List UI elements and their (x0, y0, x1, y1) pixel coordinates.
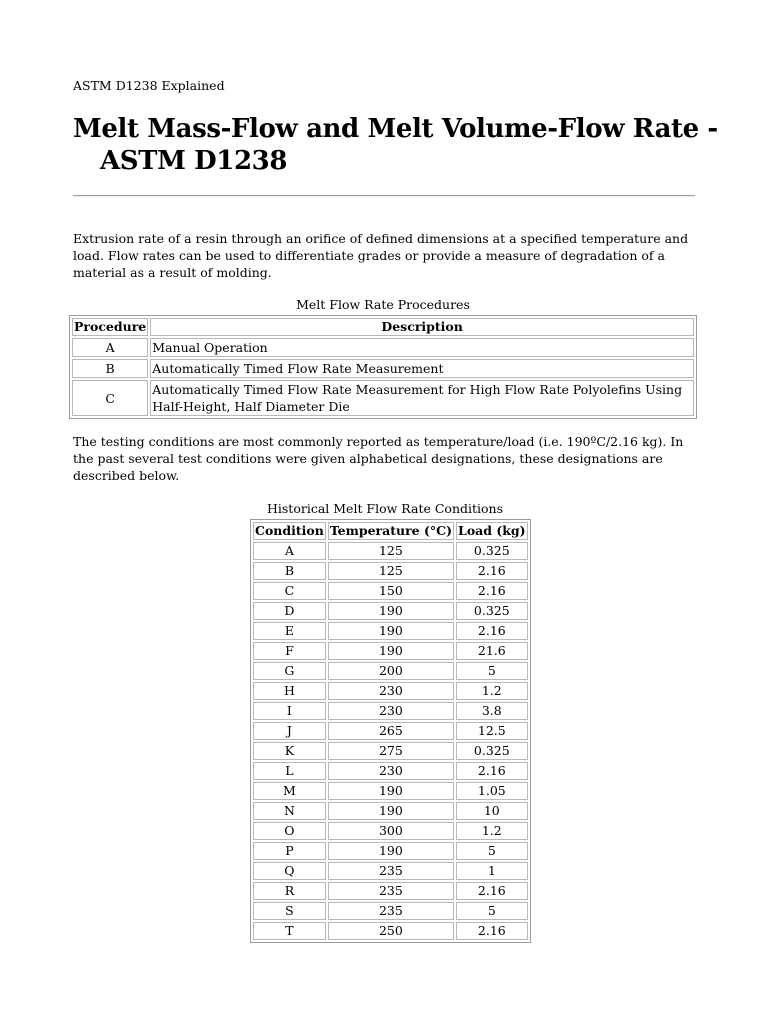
conditions-section (250, 501, 526, 943)
procedure-cell: B (72, 359, 148, 378)
load-cell: 3.8 (456, 702, 528, 720)
table-row (253, 602, 528, 620)
table-row (253, 722, 528, 740)
temperature-cell: 150 (328, 582, 454, 600)
load-cell: 5 (456, 842, 528, 860)
procedures-section (69, 297, 697, 419)
load-cell: 5 (456, 902, 528, 920)
table-row (253, 902, 528, 920)
conditions-table (250, 519, 531, 943)
condition-cell: P (253, 842, 326, 860)
temperature-cell: 125 (328, 562, 454, 580)
load-cell: 2.16 (456, 882, 528, 900)
condition-cell: I (253, 702, 326, 720)
page-title: Melt Mass-Flow and Melt Volume-Flow Rate - ASTM D1238 (73, 114, 718, 176)
table-row (72, 380, 694, 416)
condition-cell: N (253, 802, 326, 820)
breadcrumb: ASTM D1238 Explained (73, 78, 225, 93)
table-row (253, 862, 528, 880)
table-row (253, 922, 528, 940)
procedures-table (69, 315, 697, 419)
condition-cell: D (253, 602, 326, 620)
table-row (253, 662, 528, 680)
table-row (253, 842, 528, 860)
table-row (253, 642, 528, 660)
table-row (72, 359, 694, 378)
temperature-cell: 265 (328, 722, 454, 740)
conditions-paragraph: The testing conditions are most commonly reported as temperature/load (i.e. 190ºC/2.16 kg). In the past several test conditions were given alphabetical designations, these designations are described below. (73, 434, 684, 483)
temperature-cell: 230 (328, 702, 454, 720)
temperature-cell: 190 (328, 802, 454, 820)
temperature-cell: 190 (328, 622, 454, 640)
table-row (253, 562, 528, 580)
condition-cell: L (253, 762, 326, 780)
load-cell: 2.16 (456, 922, 528, 940)
condition-cell: R (253, 882, 326, 900)
load-cell: 0.325 (456, 542, 528, 560)
table-row (253, 702, 528, 720)
table-row (253, 782, 528, 800)
table-header-row (253, 522, 528, 540)
temperature-cell: 300 (328, 822, 454, 840)
description-cell: Manual Operation (150, 338, 694, 357)
condition-cell: K (253, 742, 326, 760)
temperature-cell: 190 (328, 782, 454, 800)
temperature-cell: 235 (328, 862, 454, 880)
column-header-condition: Condition (255, 523, 324, 538)
horizontal-rule (73, 195, 695, 197)
load-cell: 10 (456, 802, 528, 820)
temperature-cell: 235 (328, 902, 454, 920)
load-cell: 2.16 (456, 762, 528, 780)
conditions-table-body (253, 542, 528, 940)
temperature-cell: 275 (328, 742, 454, 760)
table-row (253, 762, 528, 780)
load-cell: 2.16 (456, 562, 528, 580)
table-row (253, 802, 528, 820)
column-header-temperature: Temperature (°C) (329, 523, 453, 538)
temperature-cell: 230 (328, 682, 454, 700)
column-header-description: Description (150, 318, 694, 336)
table-header-row (72, 318, 694, 336)
load-cell: 12.5 (456, 722, 528, 740)
condition-cell: B (253, 562, 326, 580)
condition-cell: G (253, 662, 326, 680)
table-row (253, 742, 528, 760)
load-cell: 0.325 (456, 602, 528, 620)
table-row (253, 622, 528, 640)
condition-cell: S (253, 902, 326, 920)
temperature-cell: 235 (328, 882, 454, 900)
condition-cell: O (253, 822, 326, 840)
table-row (253, 882, 528, 900)
conditions-caption: Historical Melt Flow Rate Conditions (266, 501, 504, 516)
load-cell: 21.6 (456, 642, 528, 660)
procedure-cell: C (72, 380, 148, 416)
load-cell: 2.16 (456, 622, 528, 640)
column-header-procedure: Procedure (74, 319, 147, 334)
temperature-cell: 200 (328, 662, 454, 680)
table-row (253, 682, 528, 700)
table-row (253, 542, 528, 560)
intro-paragraph: Extrusion rate of a resin through an orifice of defined dimensions at a specified temperature and load. Flow rates can be used to differentiate grades or provide a measure of degradation of a material as a result of molding. (73, 231, 689, 280)
column-header-load: Load (kg) (458, 523, 526, 538)
temperature-cell: 230 (328, 762, 454, 780)
temperature-cell: 190 (328, 842, 454, 860)
temperature-cell: 250 (328, 922, 454, 940)
condition-cell: J (253, 722, 326, 740)
load-cell: 0.325 (456, 742, 528, 760)
condition-cell: M (253, 782, 326, 800)
procedures-caption: Melt Flow Rate Procedures (296, 297, 470, 312)
load-cell: 1.2 (456, 682, 528, 700)
condition-cell: H (253, 682, 326, 700)
load-cell: 1.05 (456, 782, 528, 800)
condition-cell: F (253, 642, 326, 660)
load-cell: 1.2 (456, 822, 528, 840)
load-cell: 5 (456, 662, 528, 680)
table-row (72, 338, 694, 357)
condition-cell: T (253, 922, 326, 940)
temperature-cell: 125 (328, 542, 454, 560)
procedure-cell: A (72, 338, 148, 357)
description-cell: Automatically Timed Flow Rate Measurement for High Flow Rate Polyolefins Using Half-Height, Half Diameter Die (150, 380, 694, 416)
condition-cell: A (253, 542, 326, 560)
condition-cell: E (253, 622, 326, 640)
load-cell: 2.16 (456, 582, 528, 600)
table-row (253, 822, 528, 840)
temperature-cell: 190 (328, 602, 454, 620)
load-cell: 1 (456, 862, 528, 880)
temperature-cell: 190 (328, 642, 454, 660)
table-row (253, 582, 528, 600)
condition-cell: C (253, 582, 326, 600)
condition-cell: Q (253, 862, 326, 880)
description-cell: Automatically Timed Flow Rate Measurement (150, 359, 694, 378)
